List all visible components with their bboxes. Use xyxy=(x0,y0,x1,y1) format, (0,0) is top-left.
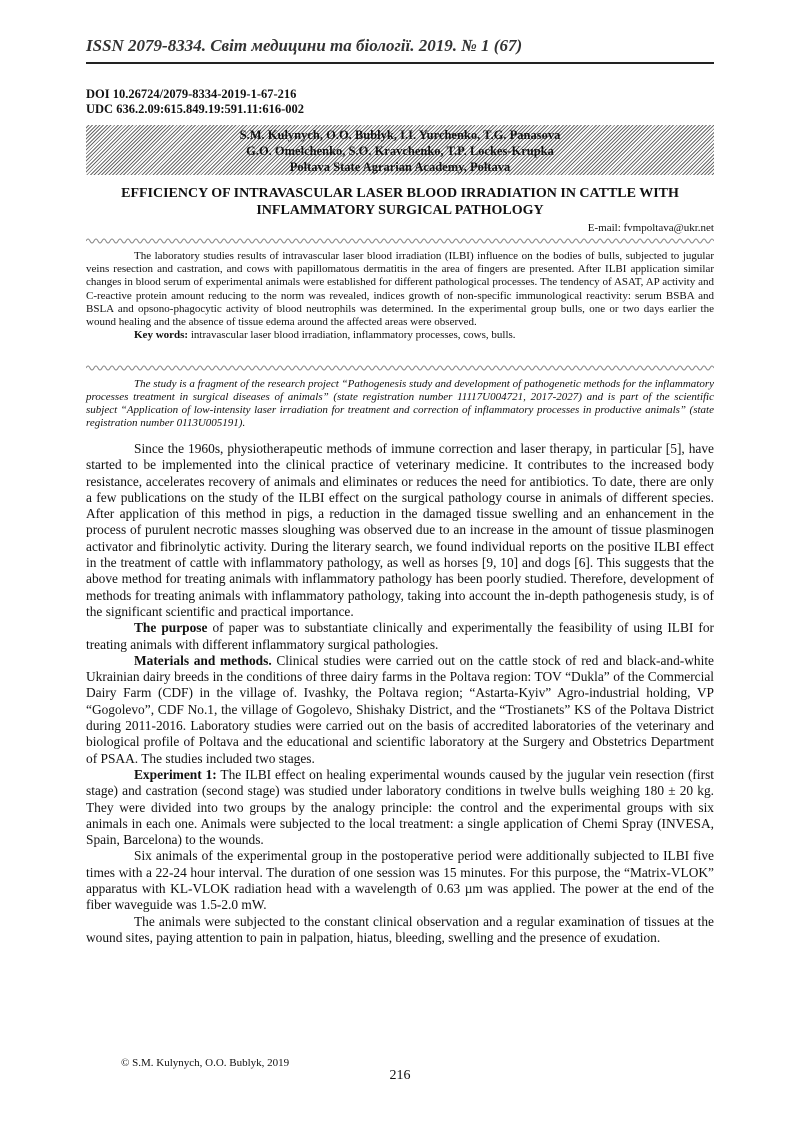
body-paragraph-experiment-1 xyxy=(86,767,714,848)
experiment-1-label: Experiment 1: xyxy=(134,766,217,782)
wavy-divider-bottom xyxy=(86,363,714,373)
methods-label: Materials and methods. xyxy=(134,652,272,668)
purpose-label: The purpose xyxy=(134,620,208,636)
authors-line-1: S.M. Kulynych, O.O. Bublyk, I.I. Yurchenko, T.G. Panasova xyxy=(239,128,561,142)
doi: DOI 10.26724/2079-8334-2019-1-67-216 xyxy=(86,87,297,101)
project-note-text: The study is a fragment of the research project “Pathogenesis study and development of pathogenetic methods for the inflammatory processes treatment in surgical diseases of animals” (state registration number 11117U004721, 2017-2027) and is part of the scientific subject “Application of low-intensity laser irradiation for treatment and correction of inflammatory processes in productive animals” (state registration number 0113U005191). xyxy=(86,378,714,429)
project-note xyxy=(86,378,714,430)
authors-band xyxy=(86,125,714,175)
contact-email: E-mail: fvmpoltava@ukr.net xyxy=(587,222,714,234)
body-paragraph-methods xyxy=(86,653,714,767)
article-body xyxy=(86,441,714,946)
body-paragraph-intro: Since the 1960s, physiotherapeutic methods of immune correction and laser therapy, in particular [5], have started to be implemented into the clinical practice of veterinary medicine. It contributes to the increased body resistance, accelerates recovery of animals and eliminates or reduces the need for antibiotics. To date, there are only a few publications on the study of the ILBI effect on the surgical pathology course in animals of different species. After application of this method in pigs, a reduction in the damaged tissue swelling and an enhancement in the process of purulent necrotic masses sloughing was observed due to an increase in the amount of tissue plasminogen activator and fibrinolytic activity. During the literary search, we found individual reports on the positive ILBI effect in the treatment of cattle with inflammatory pathology, as well as horses [9, 10] and dogs [6]. This suggests that the above method for treating animals with inflammatory pathology has been poorly studied. Therefore, development of methods for treating animals with inflammatory pathology, taking into account the in-depth pathogenesis study, is of the significant scientific and practical importance. xyxy=(86,441,714,619)
abstract xyxy=(86,250,714,342)
methods-text: Clinical studies were carried out on the cattle stock of red and black-and-white Ukrainian dairy breeds in the conditions of three dairy farms in the Poltava region: TOV “Dukla” of the Commercial Dairy Farm (CDF) in the village of. Ivashky, the Poltava region; “Astarta-Kyiv” Agro-industrial holding, VP “Gogolevo”, CDF No.1, the village of Gogolevo, Shishaky District, and the “Trostianets” KS of the Poltava District during 2011-2016. Laboratory studies were carried out on the basis of accredited laboratories of the veterinary and biological profile of Poltava and the educational and scientific laboratory at the Surgery and Obstetrics Department of PSAA. The studies included two stages. xyxy=(86,652,714,766)
journal-header: ISSN 2079-8334. Світ медицини та біології. 2019. № 1 (67) xyxy=(86,36,714,64)
body-paragraph-purpose xyxy=(86,620,714,653)
keywords-list: intravascular laser blood irradiation, inflammatory processes, cows, bulls. xyxy=(188,329,516,342)
purpose-text: of paper was to substantiate clinically and experimentally the feasibility of using ILBI for treating animals with different inflammatory surgical pathologies. xyxy=(86,620,714,652)
authors-line-2: G.O. Omelchenko, S.O. Kravchenko, T.P. Lockes-Krupka xyxy=(246,144,554,158)
affiliation: Poltava State Agrarian Academy, Poltava xyxy=(289,160,511,174)
article-title: EFFICIENCY OF INTRAVASCULAR LASER BLOOD IRRADIATION IN CATTLE WITH INFLAMMATORY SURGICAL PATHOLOGY xyxy=(121,186,679,218)
page-number: 216 xyxy=(389,1068,411,1083)
keywords-label: Key words: xyxy=(134,329,189,342)
article-identifiers xyxy=(86,87,304,117)
wavy-divider-top xyxy=(86,236,714,246)
body-paragraph-observation: The animals were subjected to the constant clinical observation and a regular examination of tissues at the wound sites, paying attention to pain in palpation, hiatus, bleeding, swelling and the presence of exudation. xyxy=(86,913,714,945)
abstract-text: The laboratory studies results of intravascular laser blood irradiation (ILBI) influence on the bodies of bulls, subjected to jugular veins resection and castration, and cows with papillomatous dermatitis in the area of fingers are presented. After ILBI application similar changes in blood serum of experimental animals were established for different pathological processes. The tendency of ASAT, AP activity and C-reactive protein amount reducing to the norm was revealed, indices growth of non-specific immunological reactivity: serum BSBA and BSLA and opsono-phagocytic activity of blood neutrophils was determined. In the experimental group bulls, one or two days earlier the wound healing and the absence of tissue edema around the affected areas were observed. xyxy=(86,250,714,329)
keywords xyxy=(86,329,714,342)
udc: UDC 636.2.09:615.849.19:591.11:616-002 xyxy=(86,102,305,116)
experiment-1-text: The ILBI effect on healing experimental wounds caused by the jugular vein resection (first stage) and castration (second stage) was studied under laboratory conditions in twelve bulls weighing 180 ± 20 kg. They were divided into two groups by the analogy principle: the control and the experimental groups with six animals in each one. Animals were subjected to the local treatment: a single application of Chemi Spray (INVESA, Spain, Barcelona) to the wounds. xyxy=(86,766,714,848)
body-paragraph-ilbi-sessions: Six animals of the experimental group in the postoperative period were additionally subjected to ILBI five times with a 22-24 hour interval. The duration of one session was 15 minutes. For this purpose, the “Matrix-VLOK” apparatus with KL-VLOK radiation head with a wavelength of 0.63 µm was applied. The power at the end of the fiber waveguide was 1.5-2.0 mW. xyxy=(86,848,714,913)
copyright-notice: © S.M. Kulynych, O.O. Bublyk, 2019 xyxy=(121,1057,290,1069)
